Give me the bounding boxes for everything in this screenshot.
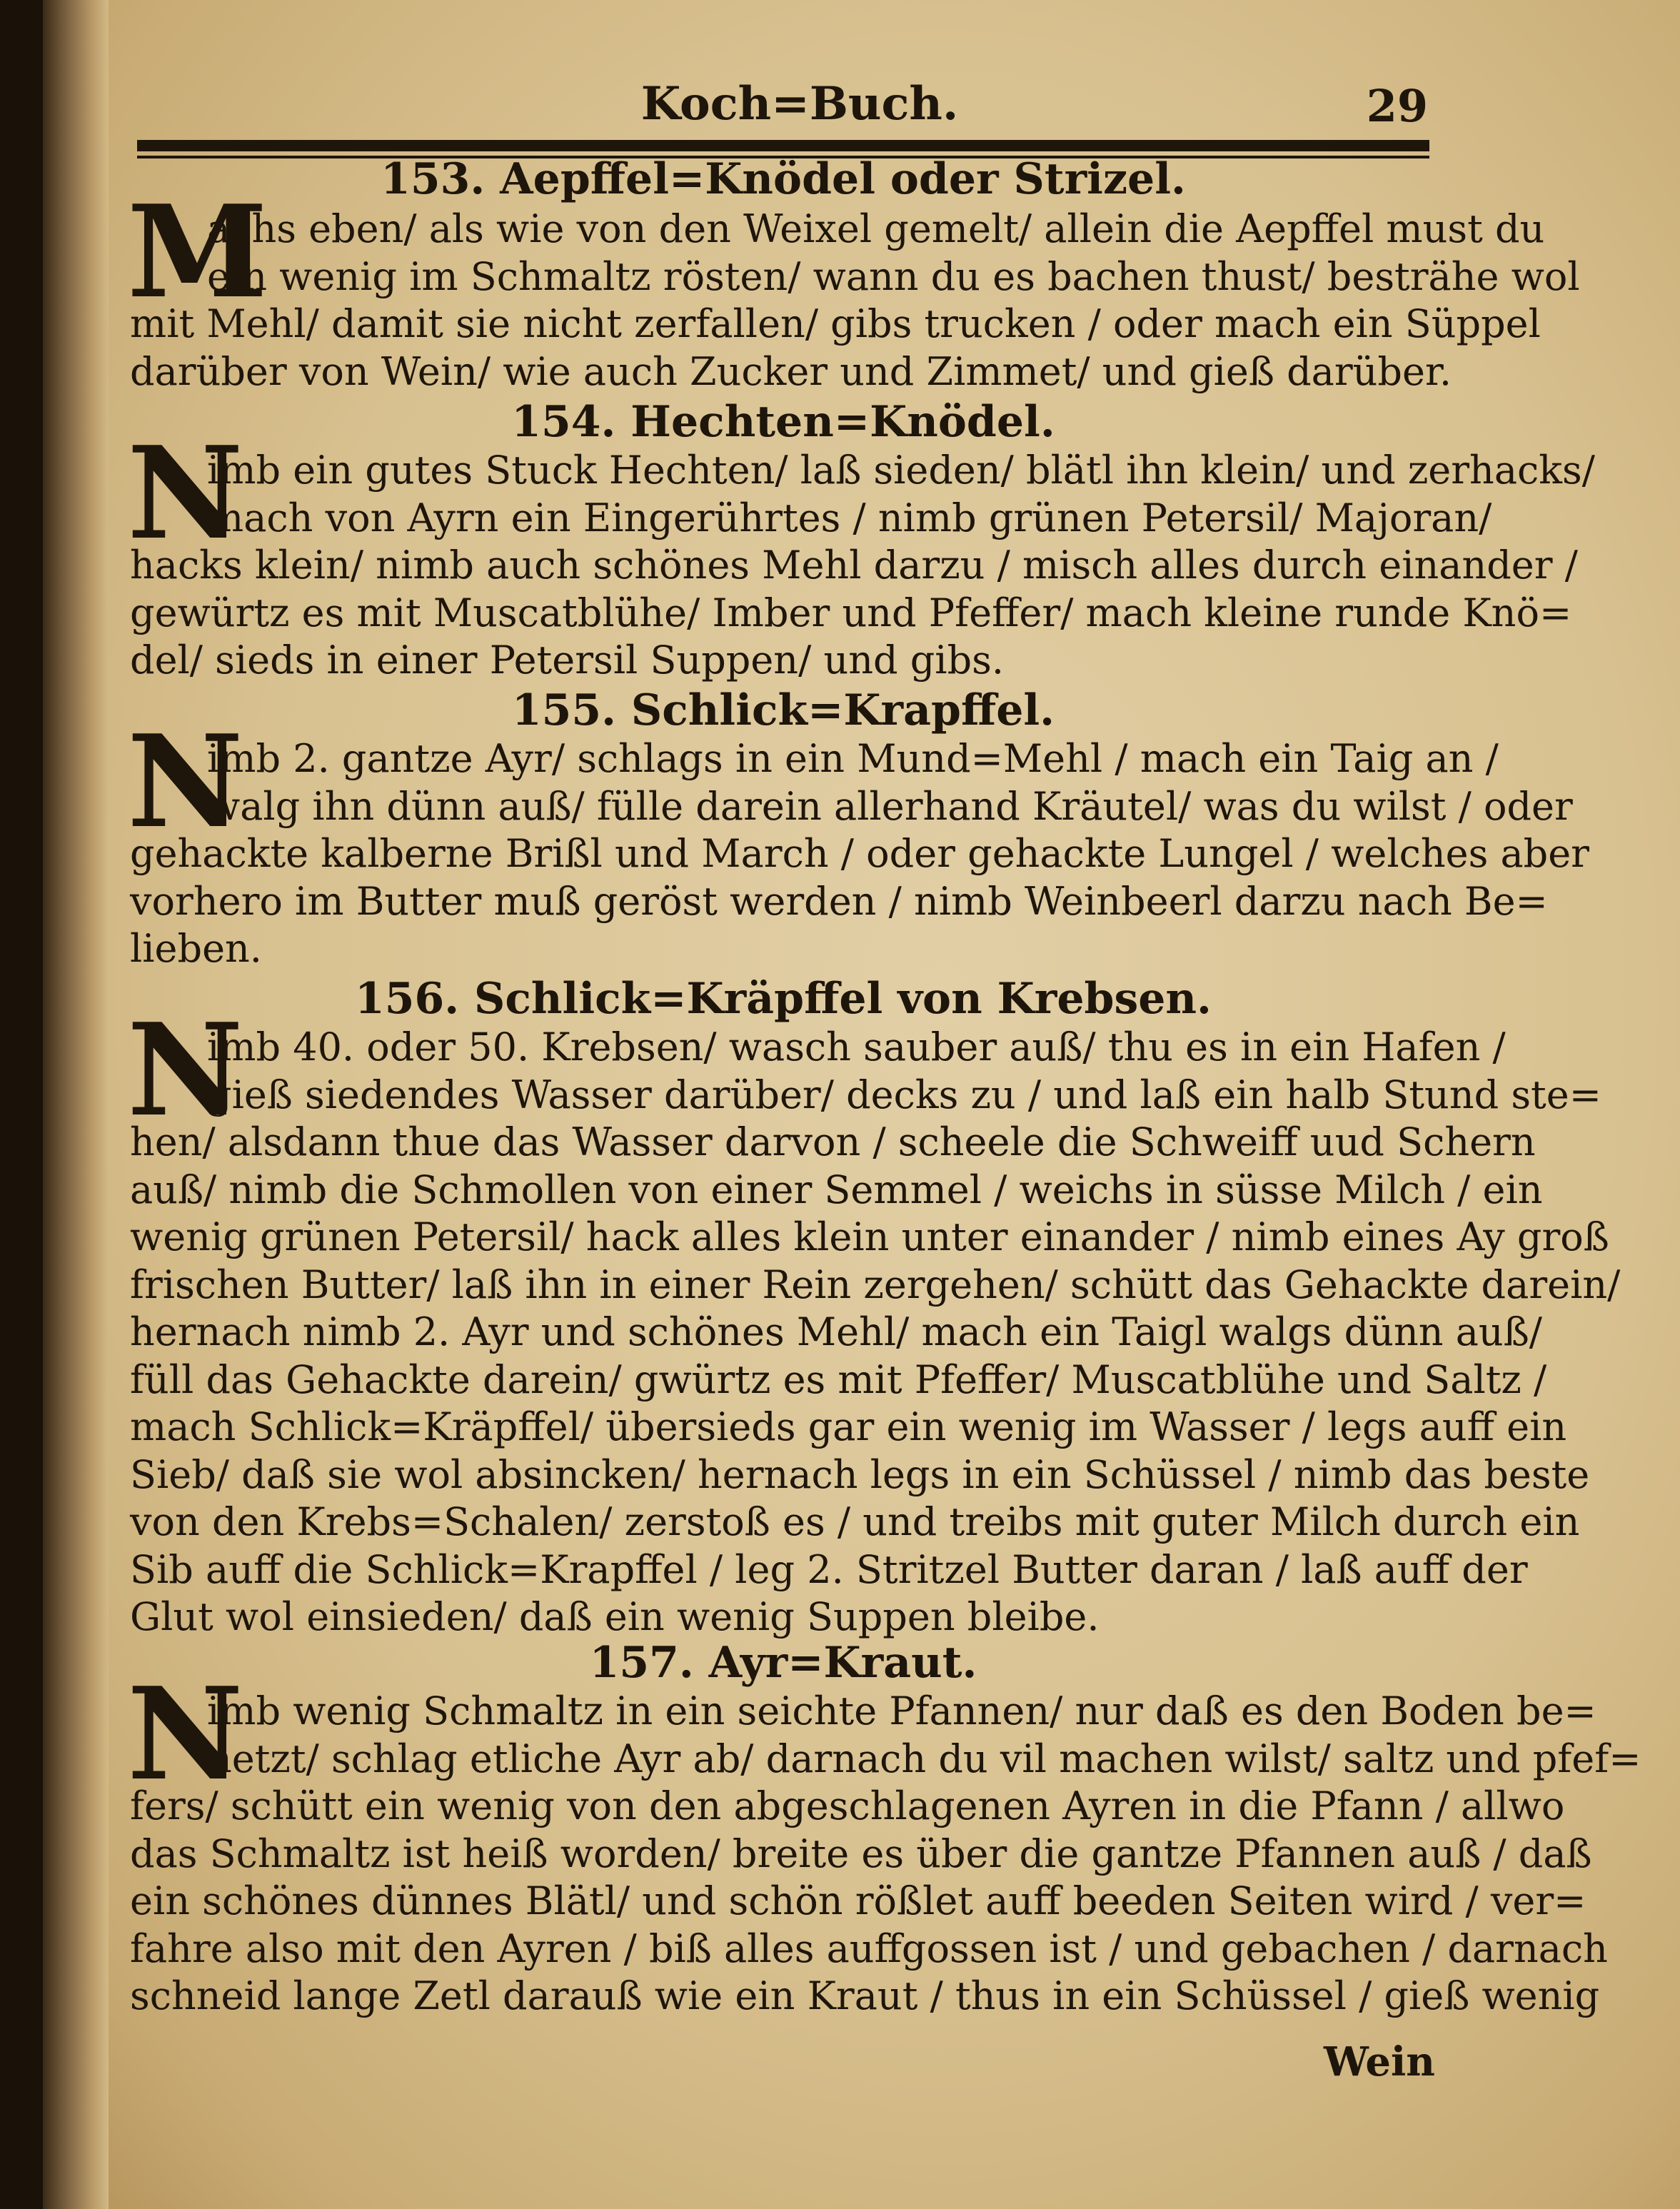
text-line: gieß siedendes Wasser darüber/ decks zu / und laß ein halb Stund ste= (207, 1072, 1601, 1117)
text-line: imb 2. gantze Ayr/ schlags in ein Mund=Mehl / mach ein Taig an / (207, 736, 1499, 781)
header-rule (137, 140, 1429, 151)
text-line: hacks klein/ nimb auch schönes Mehl darzu / misch alles durch einander / (130, 543, 1578, 588)
text-line: vorhero im Butter muß geröst werden / nimb Weinbeerl darzu nach Be= (130, 878, 1548, 924)
drop-initial: N (127, 418, 243, 568)
text-line: hen/ alsdann thue das Wasser darvon / scheele die Schweiff uud Schern (130, 1119, 1536, 1164)
text-line: Glut wol einsieden/ daß ein wenig Suppen bleibe. (130, 1594, 1100, 1639)
text-line: netzt/ schlag etliche Ayr ab/ darnach du vil machen wilst/ saltz und pfef= (207, 1736, 1641, 1781)
text-line: Sib auff die Schlick=Krapffel / leg 2. Stritzel Butter daran / laß auff der (130, 1546, 1528, 1592)
text-line: wenig grünen Petersil/ hack alles klein unter einander / nimb eines Ay groß (130, 1214, 1609, 1259)
text-line: achs eben/ als wie von den Weixel gemelt/ allein die Aepffel must du (207, 206, 1545, 251)
text-line: von den Krebs=Schalen/ zerstoß es / und treibs mit guter Milch durch ein (130, 1499, 1580, 1544)
drop-initial: N (127, 707, 243, 856)
page-number: 29 (1366, 80, 1428, 132)
text-line: walg ihn dünn auß/ fülle darein allerhand Kräutel/ was du wilst / oder (207, 783, 1573, 829)
text-line: frischen Butter/ laß ihn in einer Rein zergehen/ schütt das Gehackte darein/ (130, 1262, 1621, 1307)
text-line: fers/ schütt ein wenig von den abgeschlagenen Ayren in die Pfann / allwo (130, 1783, 1565, 1828)
text-line: imb ein gutes Stuck Hechten/ laß sieden/ blätl ihn klein/ und zerhacks/ (207, 448, 1595, 493)
text-line: schneid lange Zetl darauß wie ein Kraut / thus in ein Schüssel / gieß wenig (130, 1973, 1600, 2018)
section-title: 157. Ayr=Kraut. (589, 1638, 977, 1688)
text-line: gehackte kalberne Brißl und March / oder gehackte Lungel / welches aber (130, 831, 1589, 876)
section-title: 156. Schlick=Kräpffel von Krebsen. (355, 974, 1212, 1024)
text-line: ein schönes dünnes Blätl/ und schön rößlet auff beeden Seiten wird / ver= (130, 1878, 1586, 1923)
page-gutter-shadow (43, 0, 109, 2209)
text-line: del/ sieds in einer Petersil Suppen/ und gibs. (130, 638, 1005, 683)
text-line: fahre also mit den Ayren / biß alles auffgossen ist / und gebachen / darnach (130, 1926, 1608, 1971)
text-line: imb 40. oder 50. Krebsen/ wasch sauber auß/ thu es in ein Hafen / (207, 1025, 1506, 1070)
text-line: das Schmaltz ist heiß worden/ breite es über die gantze Pfannen auß / daß (130, 1831, 1592, 1876)
section-title: 153. Aepffel=Knödel oder Strizel. (381, 154, 1186, 204)
drop-initial: N (127, 995, 243, 1144)
text-line: ein wenig im Schmaltz rösten/ wann du es bachen thust/ besträhe wol (207, 253, 1580, 299)
text-line: Sieb/ daß sie wol absincken/ hernach legs in ein Schüssel / nimb das beste (130, 1451, 1590, 1497)
text-line: füll das Gehackte darein/ gwürtz es mit Pfeffer/ Muscatblühe und Saltz / (130, 1357, 1547, 1402)
text-line: gewürtz es mit Muscatblühe/ Imber und Pfeffer/ mach kleine runde Knö= (130, 590, 1572, 635)
text-line: hernach nimb 2. Ayr und schönes Mehl/ mach ein Taigl walgs dünn auß/ (130, 1309, 1542, 1354)
section-title: 155. Schlick=Krapffel. (511, 685, 1055, 735)
section-title: 154. Hechten=Knödel. (511, 397, 1055, 447)
drop-initial: M (127, 177, 268, 326)
text-line: lieben. (130, 926, 262, 971)
book-binding-edge (0, 0, 43, 2209)
running-header-title: Koch=Buch. (640, 77, 959, 131)
text-line: darüber von Wein/ wie auch Zucker und Zimmet/ und gieß darüber. (130, 348, 1452, 394)
text-line: auß/ nimb die Schmollen von einer Semmel / weichs in süsse Milch / ein (130, 1167, 1543, 1212)
text-line: imb wenig Schmaltz in ein seichte Pfannen/ nur daß es den Boden be= (207, 1689, 1596, 1734)
text-line: mach von Ayrn ein Eingerührtes / nimb grünen Petersil/ Majoran/ (207, 495, 1492, 540)
catchword: Wein (1324, 2038, 1435, 2085)
text-line: mach Schlick=Kräpffel/ übersieds gar ein wenig im Wasser / legs auff ein (130, 1404, 1567, 1449)
text-line: mit Mehl/ damit sie nicht zerfallen/ gibs trucken / oder mach ein Süppel (130, 301, 1541, 346)
drop-initial: N (127, 1659, 243, 1808)
